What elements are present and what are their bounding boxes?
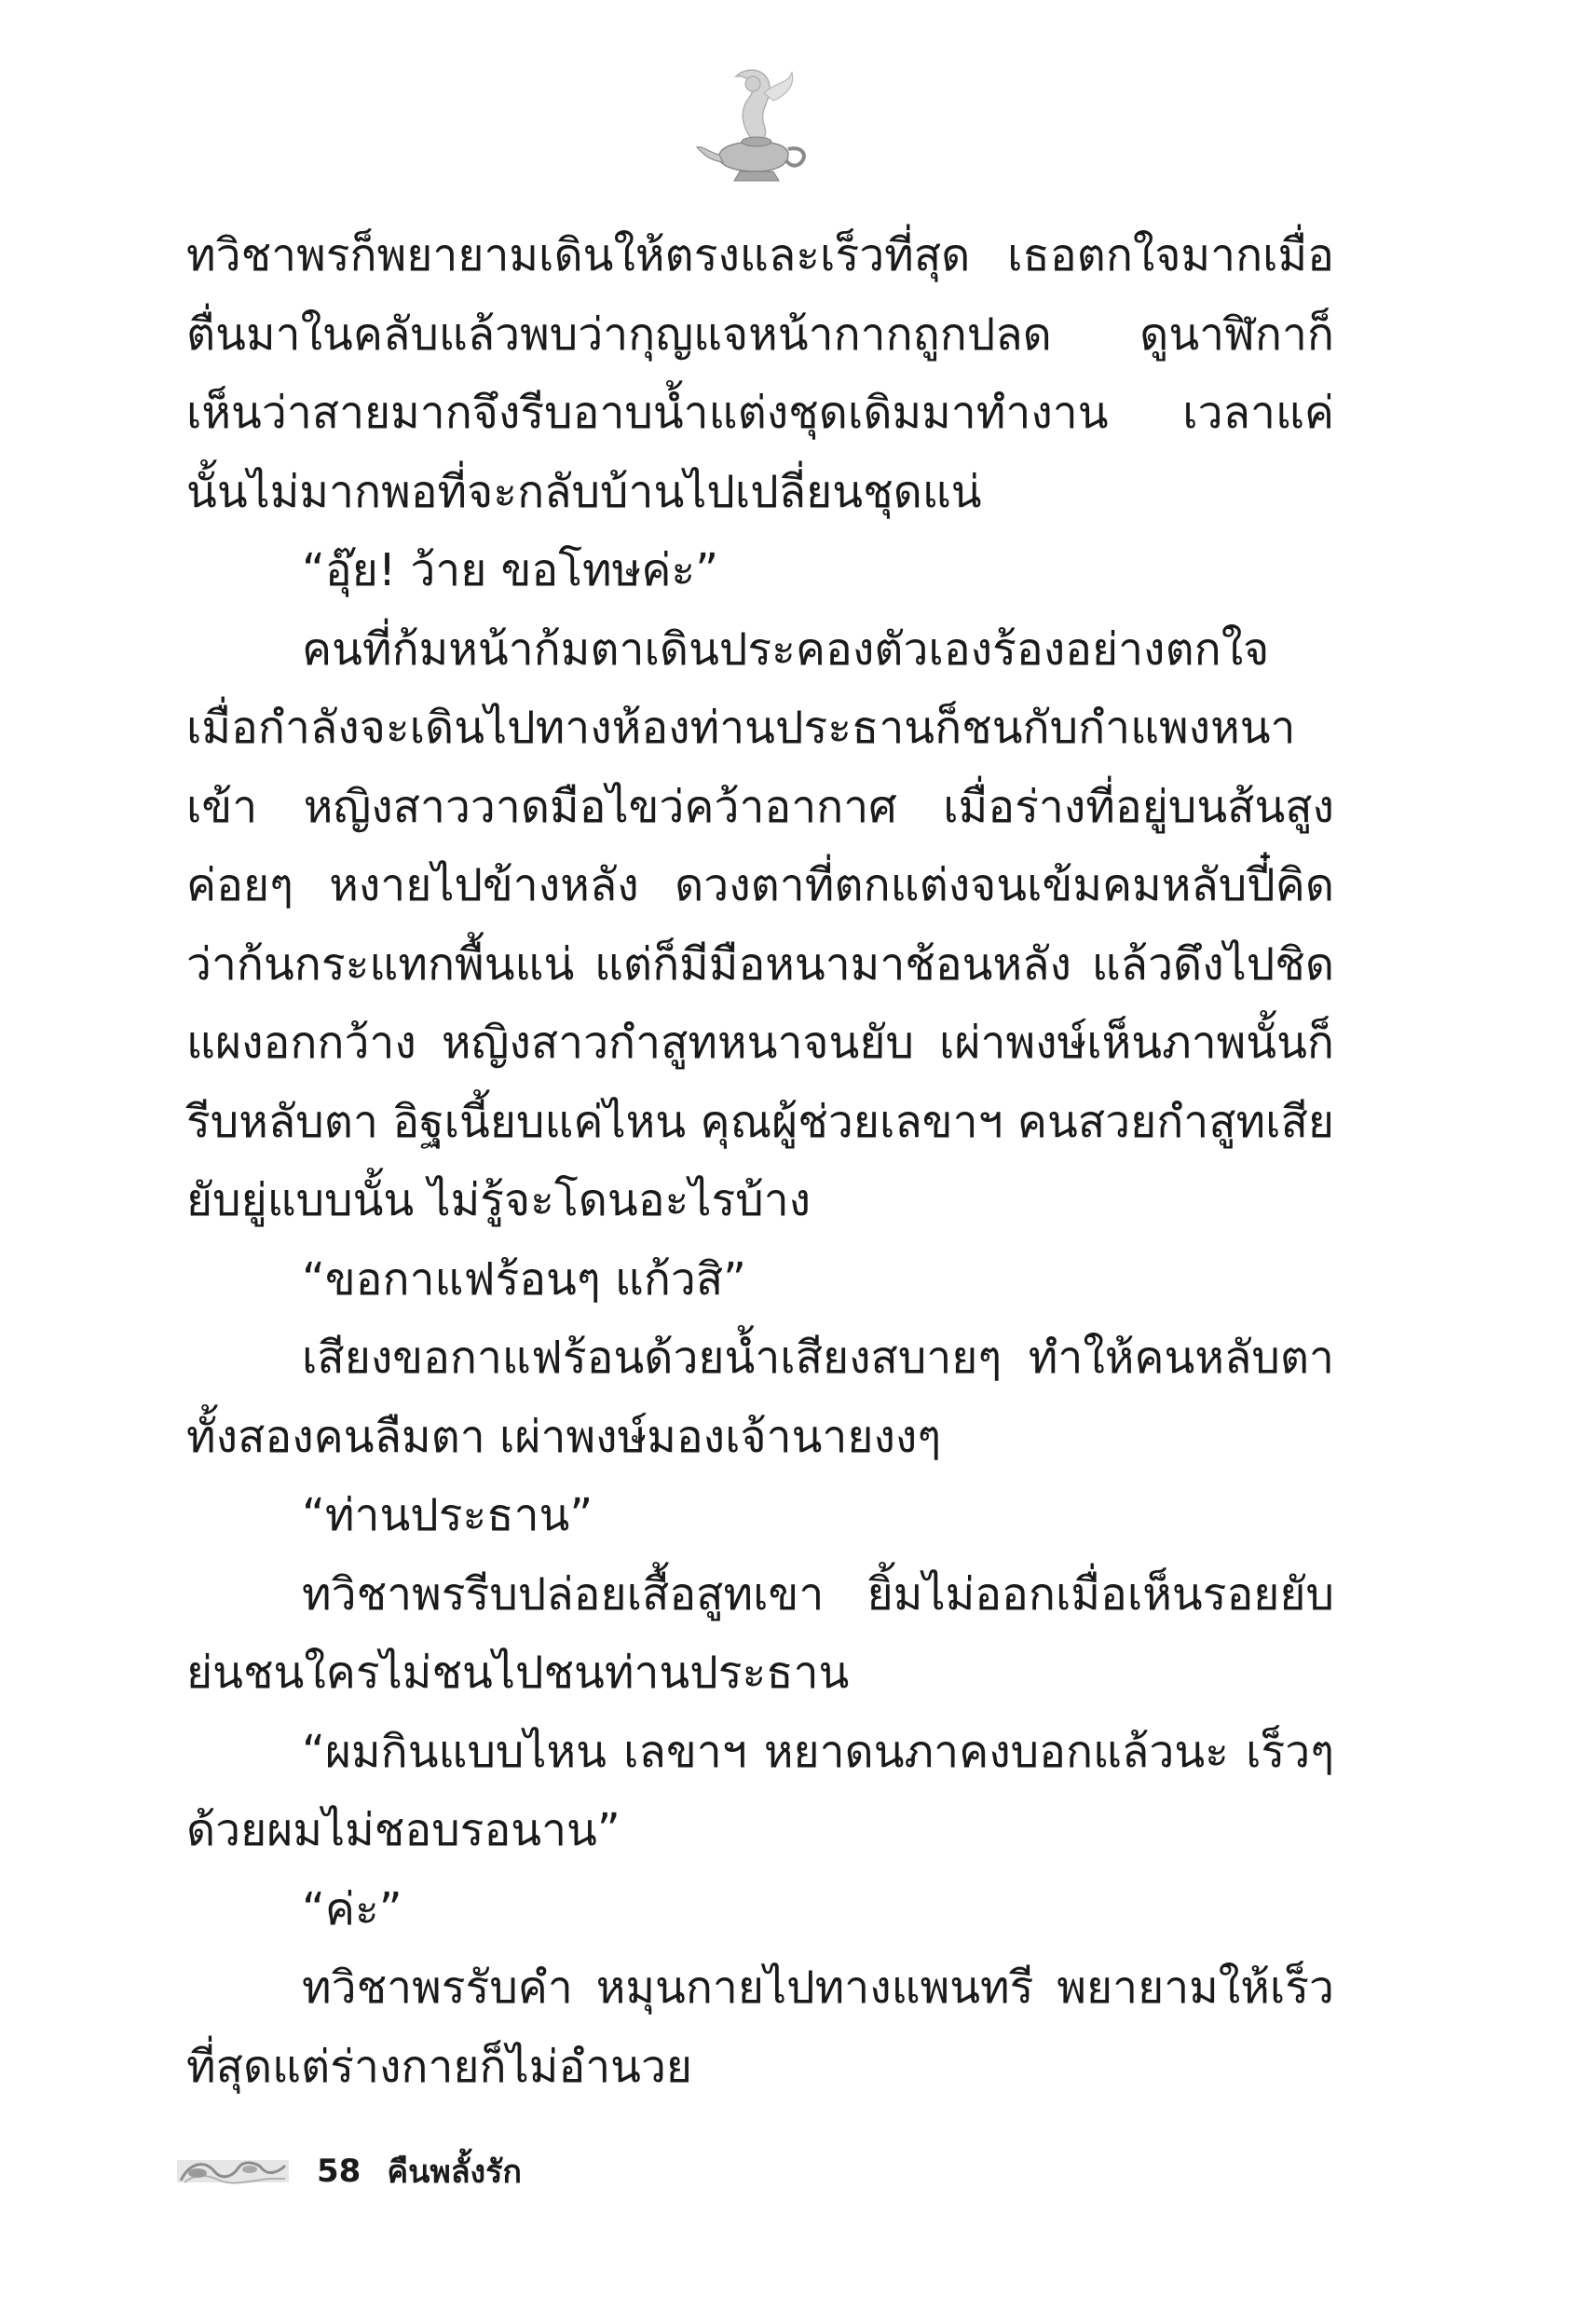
page-number: 58 — [317, 2153, 361, 2190]
body-text — [186, 216, 1334, 2106]
paragraph: “ค่ะ” — [302, 1882, 402, 1935]
paragraph: ทวิชาพรรับคำ หมุนกายไปทางแพนทรี พยายามให้เร็วที่สุดแต่ร่างกายก็ไม่อำนวย — [186, 1962, 1334, 2093]
paragraph: ทวิชาพรรีบปล่อยเสื้อสูทเขา ยิ้มไม่ออกเมื่อเห็นรอยยับย่นชนใครไม่ชนไปชนท่านประธาน — [186, 1567, 1334, 1699]
paragraph: เสียงขอกาแฟร้อนด้วยน้ำเสียงสบายๆ ทำให้คนหลับตาทั้งสองคนลืมตา เผ่าพงษ์มองเจ้านายงงๆ — [186, 1332, 1334, 1463]
book-title: คืนพลั้งรัก — [387, 2154, 523, 2191]
paragraph: ทวิชาพรก็พยายามเดินให้ตรงและเร็วที่สุด เธอตกใจมากเมื่อตื่นมาในคลับแล้วพบว่ากุญแจหน้ากากถูกปลด ดูนาฬิกาก็เห็นว่าสายมากจึงรีบอาบน้ำแต่งชุดเดิมมาทำงาน เวลาแค่นั้นไม่มากพอที่จะกลับบ้านไปเปลี่ยนชุดแน่ — [186, 229, 1334, 518]
paragraph: “ขอกาแฟร้อนๆ แก้วสิ” — [302, 1252, 747, 1306]
paragraph: “อุ๊ย! ว้าย ขอโทษค่ะ” — [302, 544, 719, 596]
swirl-ornament-icon — [177, 2153, 289, 2190]
genie-lamp-icon — [691, 56, 822, 196]
paragraph: คนที่ก้มหน้าก้มตาเดินประคองตัวเองร้องอย่างตกใจ เมื่อกำลังจะเดินไปทางห้องท่านประธานก็ชนกับกำแพงหนาเข้า หญิงสาววาดมือไขว่คว้าอากาศ เมื่อร่างที่อยู่บนส้นสูงค่อยๆ หงายไปข้างหลัง ดวงตาที่ตกแต่งจนเข้มคมหลับปี๋คิดว่าก้นกระแทกพื้นแน่ แต่ก็มีมือหนามาช้อนหลัง แล้วดึงไปชิดแผงอกกว้าง หญิงสาวกำสูทหนาจนยับ เผ่าพงษ์เห็นภาพนั้นก็รีบหลับตา อิฐเนี้ยบแค่ไหน คุณผู้ช่วยเลขาฯ คนสวยกำสูทเสียยับยู่แบบนั้น ไม่รู้จะโดนอะไรบ้าง — [186, 622, 1334, 1226]
paragraph: “ผมกินแบบไหน เลขาฯ หยาดนภาคงบอกแล้วนะ เร็วๆ ด้วยผมไม่ชอบรอนาน” — [186, 1725, 1334, 1856]
paragraph: “ท่านประธาน” — [302, 1489, 593, 1541]
page-footer — [177, 2143, 522, 2199]
